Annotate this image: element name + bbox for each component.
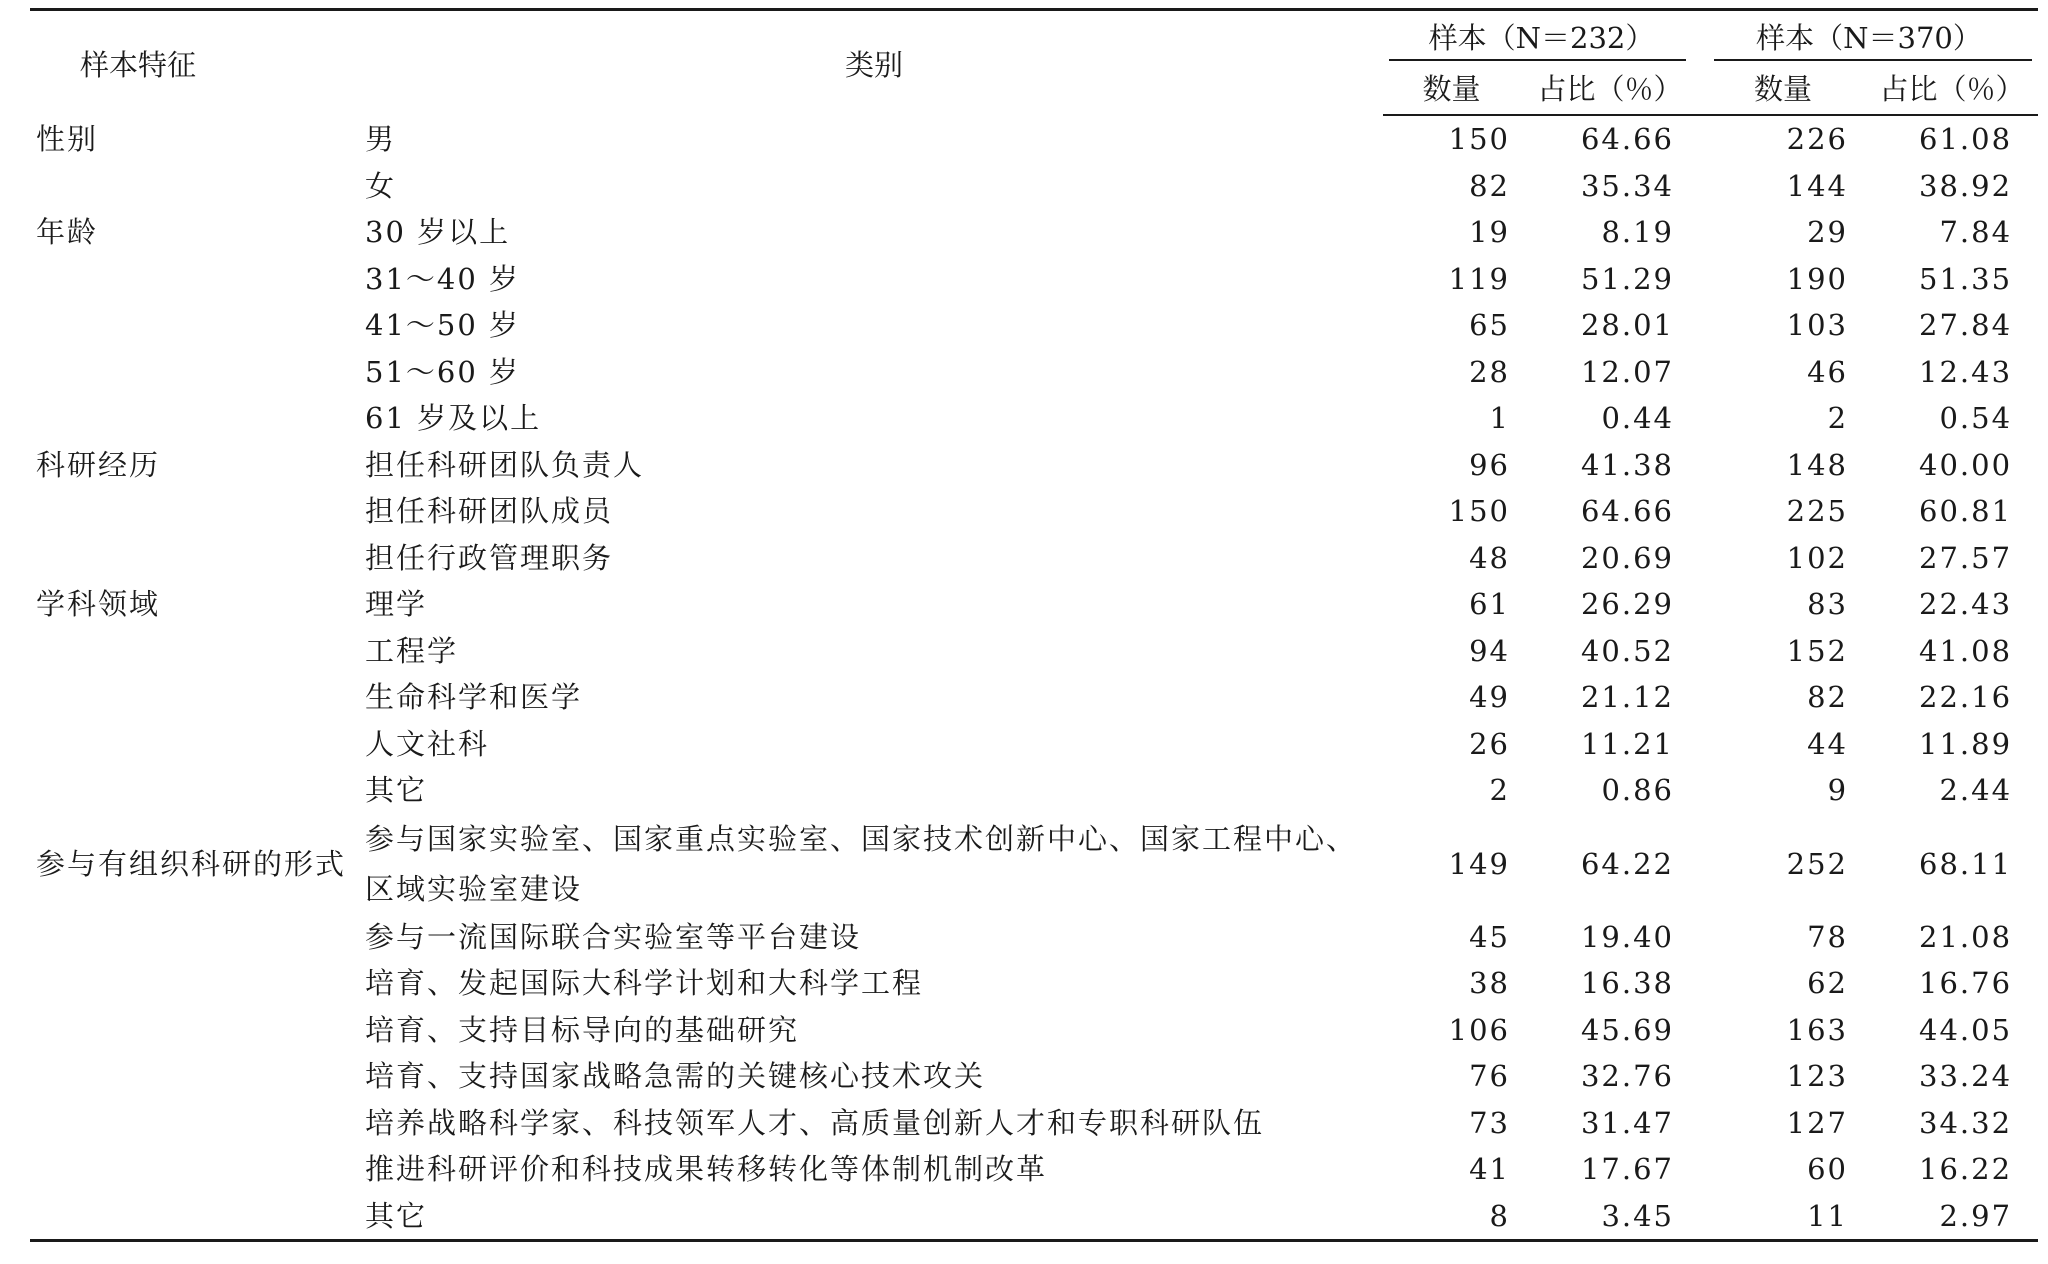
row-category: 女	[365, 168, 397, 203]
row-feature: 学科领域	[36, 587, 161, 621]
row-feature	[30, 628, 365, 675]
table-row	[30, 256, 2038, 303]
row-feature: 性别	[36, 121, 99, 156]
row-percent-232: 40.52	[1580, 633, 1675, 668]
row-count-370: 46	[1807, 354, 1849, 389]
table-row	[30, 349, 2038, 396]
table-row	[30, 302, 2038, 349]
row-count-370: 144	[1786, 168, 1849, 203]
row-percent-370: 16.76	[1919, 966, 2013, 1000]
row-percent-370: 68.11	[1919, 846, 2013, 881]
row-percent-370: 44.05	[1919, 1012, 2013, 1047]
row-percent-232: 45.69	[1580, 1012, 1675, 1047]
row-count-232: 61	[1469, 587, 1510, 621]
row-count-370: 252	[1786, 846, 1849, 881]
row-count-370: 62	[1807, 966, 1849, 1000]
row-category: 担任科研团队成员	[365, 494, 614, 528]
row-count-232: 106	[1448, 1012, 1510, 1047]
header-group-232	[1383, 10, 1700, 62]
row-percent-370: 2.44	[1939, 773, 2013, 807]
row-count-370: 9	[1827, 773, 1849, 807]
table-row	[30, 395, 2038, 442]
row-percent-370: 11.89	[1919, 726, 2013, 761]
row-count-370: 2	[1827, 401, 1849, 435]
row-percent-370: 40.00	[1919, 447, 2013, 482]
row-category: 其它	[365, 773, 428, 807]
row-feature	[30, 256, 365, 303]
row-percent-232: 51.29	[1580, 261, 1675, 296]
row-category: 51～60 岁	[365, 354, 521, 389]
row-percent-232: 41.38	[1580, 447, 1675, 482]
table-row	[30, 535, 2038, 582]
row-percent-370: 22.16	[1919, 680, 2013, 714]
table-row	[30, 1053, 2038, 1100]
header-group-232-label: 样本（N＝232）	[1428, 20, 1655, 55]
row-feature	[30, 1193, 365, 1241]
row-category: 理学	[365, 587, 428, 621]
row-feature	[30, 302, 365, 349]
row-percent-232: 19.40	[1580, 919, 1675, 954]
table-row	[30, 163, 2038, 210]
row-percent-232: 35.34	[1580, 168, 1675, 203]
row-feature	[30, 1053, 365, 1100]
row-count-232: 149	[1448, 846, 1510, 881]
table-row	[30, 1146, 2038, 1193]
row-count-370: 152	[1786, 633, 1849, 668]
row-percent-232: 0.86	[1601, 773, 1675, 807]
row-feature	[30, 163, 365, 210]
row-feature	[30, 1146, 365, 1193]
row-count-232: 8	[1383, 1193, 1520, 1241]
row-percent-232: 0.44	[1601, 401, 1675, 435]
row-count-370: 190	[1786, 261, 1849, 296]
row-percent-232: 8.19	[1601, 215, 1675, 249]
row-category: 担任科研团队负责人	[365, 447, 645, 482]
row-category: 担任行政管理职务	[365, 540, 614, 575]
table-row	[30, 1193, 2038, 1241]
row-count-370: 103	[1786, 308, 1849, 342]
table-row	[30, 960, 2038, 1007]
row-percent-370: 27.57	[1919, 540, 2013, 575]
row-percent-370: 34.32	[1919, 1105, 2013, 1140]
table-row	[30, 581, 2038, 628]
row-percent-370: 27.84	[1919, 308, 2013, 342]
row-percent-370: 12.43	[1919, 354, 2013, 389]
row-count-370: 78	[1807, 919, 1849, 954]
table-body	[30, 115, 2038, 1241]
row-category: 参与一流国际联合实验室等平台建设	[365, 919, 862, 954]
row-feature	[30, 960, 365, 1007]
row-percent-370: 61.08	[1919, 122, 2013, 156]
table-row	[30, 767, 2038, 814]
row-percent-370: 51.35	[1919, 261, 2013, 296]
row-feature: 参与有组织科研的形式	[36, 846, 347, 881]
row-percent-370: 33.24	[1919, 1059, 2013, 1093]
row-percent-232: 11.21	[1580, 726, 1675, 761]
row-count-232: 96	[1469, 447, 1510, 482]
header-group-370	[1700, 10, 2038, 62]
row-count-232: 49	[1469, 680, 1510, 714]
row-count-232: 38	[1469, 966, 1510, 1000]
row-count-232: 45	[1469, 919, 1510, 954]
row-count-232: 28	[1469, 354, 1510, 389]
row-feature: 年龄	[36, 215, 99, 249]
sample-characteristics-table	[30, 8, 2038, 1242]
row-category: 生命科学和医学	[365, 680, 583, 714]
header-percent-232: 占比（％）	[1520, 61, 1700, 115]
row-category: 人文社科	[365, 726, 490, 761]
row-category: 培育、发起国际大科学计划和大科学工程	[365, 966, 924, 1000]
row-category: 30 岁以上	[365, 215, 511, 249]
header-group-370-label: 样本（N＝370）	[1756, 20, 1982, 55]
row-percent-232: 17.67	[1580, 1152, 1675, 1186]
row-count-370: 29	[1807, 215, 1849, 249]
row-percent-232: 64.22	[1580, 846, 1675, 881]
header-count-232: 数量	[1383, 61, 1520, 115]
row-count-232: 1	[1489, 401, 1510, 435]
row-count-232: 65	[1469, 308, 1510, 342]
row-count-232: 19	[1469, 215, 1510, 249]
row-count-232: 119	[1448, 261, 1510, 296]
row-category: 男	[365, 121, 397, 156]
row-feature	[30, 721, 365, 768]
row-feature	[30, 1100, 365, 1147]
row-feature: 科研经历	[36, 447, 161, 482]
row-percent-370: 0.54	[1939, 401, 2013, 435]
row-percent-370: 22.43	[1919, 587, 2013, 621]
row-category: 推进科研评价和科技成果转移转化等体制机制改革	[365, 1152, 1048, 1186]
row-count-232: 76	[1469, 1059, 1510, 1093]
row-count-370: 82	[1807, 680, 1849, 714]
row-count-370: 148	[1786, 447, 1849, 482]
row-feature	[30, 1007, 365, 1054]
row-percent-232: 32.76	[1580, 1059, 1675, 1093]
row-count-232: 48	[1469, 540, 1510, 575]
row-percent-232: 26.29	[1580, 587, 1675, 621]
table-row	[30, 209, 2038, 256]
row-count-232: 26	[1469, 726, 1510, 761]
row-category: 41～50 岁	[365, 308, 521, 342]
row-percent-232: 31.47	[1580, 1105, 1675, 1140]
row-count-232: 73	[1469, 1105, 1510, 1140]
table-row	[30, 914, 2038, 961]
row-count-232: 41	[1469, 1152, 1510, 1186]
row-feature	[30, 767, 365, 814]
header-count-370: 数量	[1700, 61, 1866, 115]
row-percent-370: 16.22	[1919, 1152, 2013, 1186]
row-percent-370: 41.08	[1919, 633, 2013, 668]
row-count-370: 225	[1786, 494, 1849, 528]
row-percent-370: 7.84	[1939, 215, 2013, 249]
row-percent-232: 64.66	[1580, 494, 1675, 528]
row-category: 培育、支持国家战略急需的关键核心技术攻关	[365, 1059, 986, 1093]
row-count-232: 150	[1448, 494, 1510, 528]
row-category: 其它	[365, 1193, 1383, 1241]
row-category: 培育、支持目标导向的基础研究	[365, 1012, 800, 1047]
table-row	[30, 488, 2038, 535]
table-row	[30, 1007, 2038, 1054]
row-percent-370: 2.97	[1866, 1193, 2038, 1241]
table-row	[30, 721, 2038, 768]
row-category: 31～40 岁	[365, 261, 521, 296]
table-row	[30, 442, 2038, 489]
row-percent-232: 20.69	[1580, 540, 1675, 575]
row-count-232: 2	[1489, 773, 1510, 807]
row-percent-370: 21.08	[1919, 919, 2013, 954]
header-category: 类别	[365, 10, 1383, 116]
header-percent-370: 占比（％）	[1866, 61, 2038, 115]
row-percent-232: 16.38	[1580, 966, 1675, 1000]
row-feature	[30, 535, 365, 582]
row-count-232: 94	[1469, 633, 1510, 668]
row-count-370: 44	[1807, 726, 1849, 761]
table-row	[30, 628, 2038, 675]
row-count-370: 123	[1786, 1059, 1849, 1093]
row-count-370: 83	[1807, 587, 1849, 621]
row-percent-232: 12.07	[1580, 354, 1675, 389]
row-count-370: 102	[1786, 540, 1849, 575]
row-percent-232: 21.12	[1580, 680, 1675, 714]
row-percent-370: 38.92	[1919, 168, 2013, 203]
table-row	[30, 814, 2038, 914]
row-feature	[30, 349, 365, 396]
row-feature	[30, 674, 365, 721]
row-feature	[30, 488, 365, 535]
table-header	[30, 10, 2038, 116]
row-count-370: 163	[1786, 1012, 1849, 1047]
row-feature	[30, 395, 365, 442]
row-category: 培养战略科学家、科技领军人才、高质量创新人才和专职科研队伍	[365, 1105, 1265, 1140]
row-category: 61 岁及以上	[365, 401, 542, 435]
table-row	[30, 1100, 2038, 1147]
row-category: 工程学	[365, 633, 459, 668]
header-feature: 样本特征	[30, 10, 365, 116]
row-percent-232: 64.66	[1580, 122, 1675, 156]
row-percent-232: 28.01	[1580, 308, 1675, 342]
row-count-370: 127	[1786, 1105, 1849, 1140]
table-row	[30, 115, 2038, 163]
row-count-370: 226	[1786, 122, 1849, 156]
row-feature	[30, 914, 365, 961]
table-row	[30, 674, 2038, 721]
row-count-370: 11	[1700, 1193, 1866, 1241]
row-count-232: 150	[1448, 122, 1510, 156]
row-percent-370: 60.81	[1919, 494, 2013, 528]
row-category: 参与国家实验室、国家重点实验室、国家技术创新中心、国家工程中心、区域实验室建设	[365, 821, 1358, 906]
row-count-232: 82	[1469, 168, 1510, 203]
row-percent-232: 3.45	[1520, 1193, 1700, 1241]
row-count-370: 60	[1807, 1152, 1849, 1186]
